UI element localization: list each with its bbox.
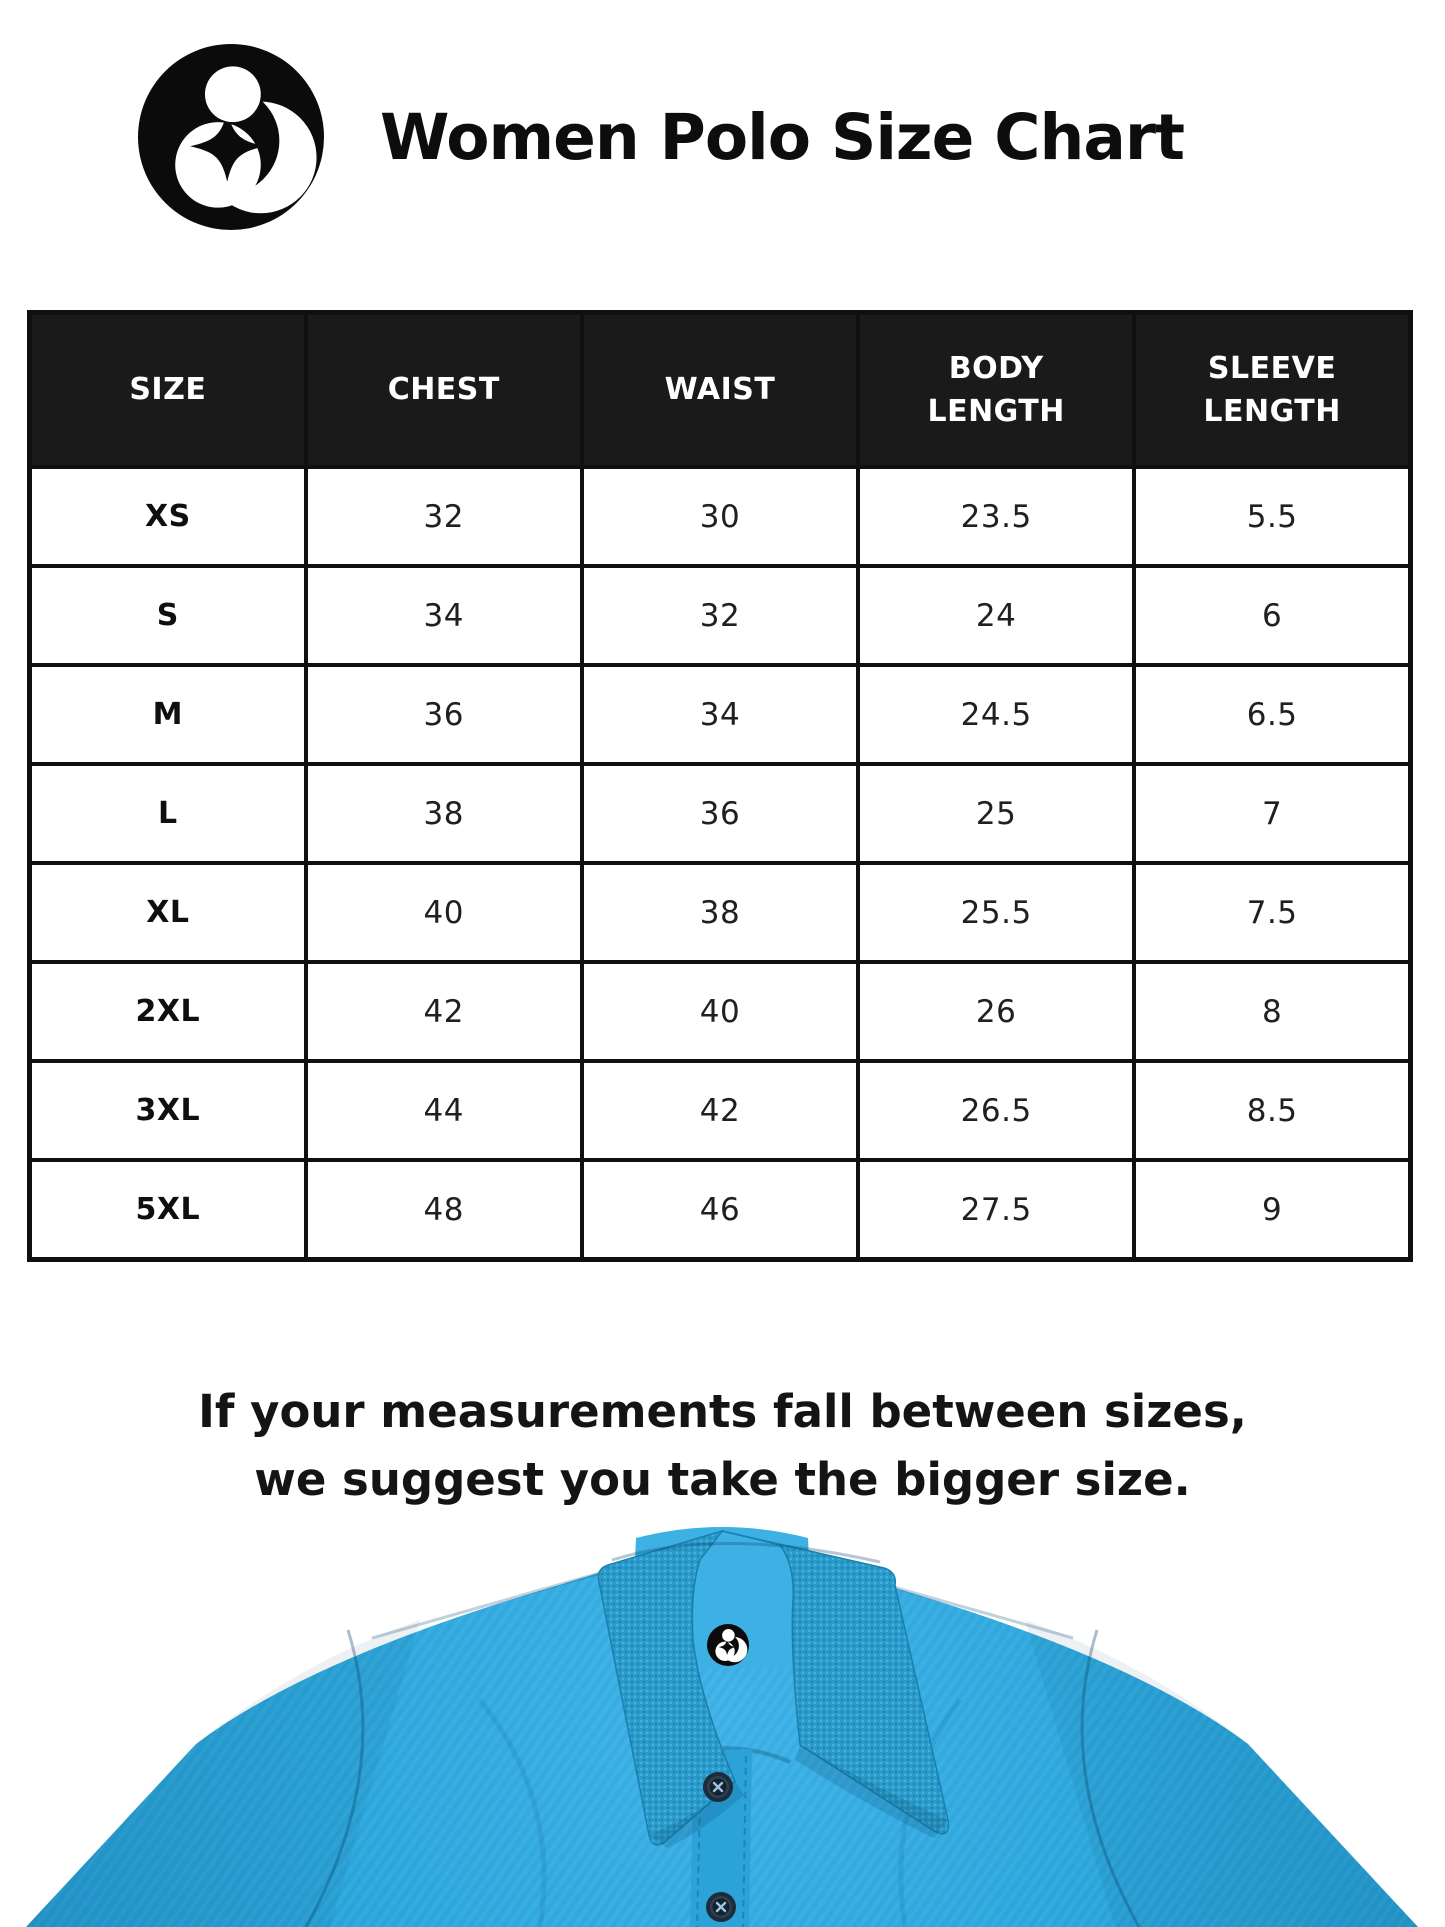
page-header [138, 44, 1184, 230]
size-cell: XL [30, 863, 306, 962]
waist-cell: 38 [582, 863, 858, 962]
size-cell: 3XL [30, 1061, 306, 1160]
table-row-s [30, 566, 1411, 665]
waist-cell: 32 [582, 566, 858, 665]
collar-brand-label [707, 1624, 749, 1666]
size-cell: 2XL [30, 962, 306, 1061]
body-length-cell: 25.5 [858, 863, 1134, 962]
column-header-size: SIZE [30, 313, 306, 468]
size-cell: M [30, 665, 306, 764]
table-row-m [30, 665, 1411, 764]
size-chart-table [27, 310, 1413, 1262]
sleeve-length-cell: 8.5 [1134, 1061, 1410, 1160]
waist-cell: 30 [582, 467, 858, 566]
chest-cell: 38 [306, 764, 582, 863]
column-header-sleeve-length: SLEEVE LENGTH [1134, 313, 1410, 468]
table-row-3xl [30, 1061, 1411, 1160]
body-length-cell: 27.5 [858, 1160, 1134, 1260]
body-length-cell: 26 [858, 962, 1134, 1061]
waist-cell: 40 [582, 962, 858, 1061]
sleeve-length-cell: 7.5 [1134, 863, 1410, 962]
sleeve-length-cell: 7 [1134, 764, 1410, 863]
body-length-cell: 25 [858, 764, 1134, 863]
size-cell: XS [30, 467, 306, 566]
sleeve-length-cell: 9 [1134, 1160, 1410, 1260]
chest-cell: 40 [306, 863, 582, 962]
chest-cell: 42 [306, 962, 582, 1061]
column-header-chest: CHEST [306, 313, 582, 468]
sleeve-length-cell: 8 [1134, 962, 1410, 1061]
polo-shirt-image [0, 1527, 1445, 1927]
second-button-icon [706, 1892, 736, 1922]
body-length-cell: 24.5 [858, 665, 1134, 764]
body-length-cell: 23.5 [858, 467, 1134, 566]
sleeve-length-cell: 6 [1134, 566, 1410, 665]
size-cell: 5XL [30, 1160, 306, 1260]
column-header-body-length: BODY LENGTH [858, 313, 1134, 468]
body-length-cell: 24 [858, 566, 1134, 665]
fit-note [0, 1378, 1445, 1513]
sleeve-length-cell: 6.5 [1134, 665, 1410, 764]
waist-cell: 36 [582, 764, 858, 863]
table-row-5xl [30, 1160, 1411, 1260]
fit-note-line-1: If your measurements fall between sizes, [198, 1385, 1247, 1438]
sleeve-length-cell: 5.5 [1134, 467, 1410, 566]
waist-cell: 46 [582, 1160, 858, 1260]
size-cell: L [30, 764, 306, 863]
chest-cell: 44 [306, 1061, 582, 1160]
size-cell: S [30, 566, 306, 665]
chest-cell: 48 [306, 1160, 582, 1260]
column-header-waist: WAIST [582, 313, 858, 468]
table-row-2xl [30, 962, 1411, 1061]
page-title: Women Polo Size Chart [380, 100, 1185, 174]
table-row-xl [30, 863, 1411, 962]
top-button-icon [703, 1772, 733, 1802]
brand-logo-icon [138, 44, 324, 230]
waist-cell: 42 [582, 1061, 858, 1160]
table-row-xs [30, 467, 1411, 566]
chest-cell: 36 [306, 665, 582, 764]
fit-note-line-2: we suggest you take the bigger size. [254, 1452, 1191, 1506]
table-row-l [30, 764, 1411, 863]
body-length-cell: 26.5 [858, 1061, 1134, 1160]
waist-cell: 34 [582, 665, 858, 764]
table-header-row [30, 313, 1411, 468]
chest-cell: 34 [306, 566, 582, 665]
chest-cell: 32 [306, 467, 582, 566]
